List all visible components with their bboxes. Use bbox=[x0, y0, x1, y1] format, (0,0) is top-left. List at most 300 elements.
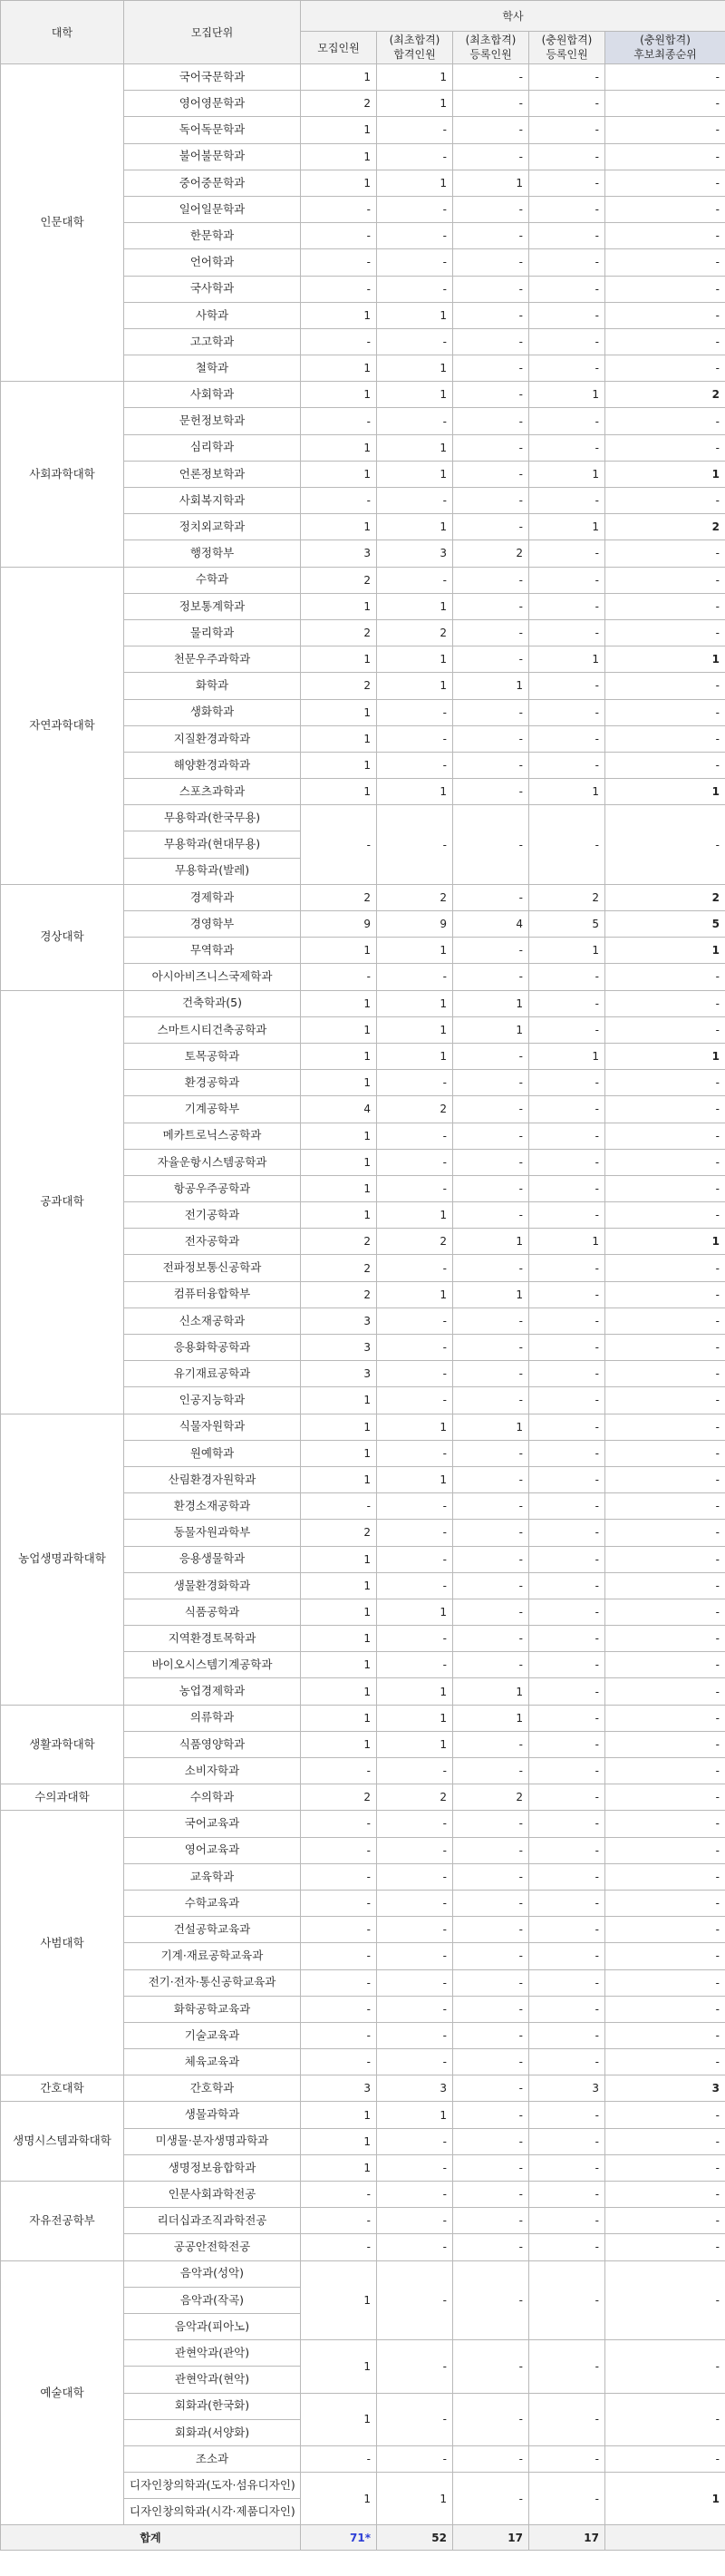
cell-recruit: 1 bbox=[301, 143, 377, 170]
cell-first-pass: - bbox=[377, 1863, 453, 1890]
cell-first-enroll: - bbox=[453, 699, 529, 725]
department-cell: 수학교육과 bbox=[124, 1890, 301, 1916]
cell-first-enroll: - bbox=[453, 805, 529, 885]
cell-first-enroll: - bbox=[453, 2473, 529, 2525]
cell-first-pass: 2 bbox=[377, 619, 453, 646]
cell-final-rank: - bbox=[605, 1255, 725, 1281]
cell-final-rank: 3 bbox=[605, 2075, 725, 2102]
cell-first-enroll: - bbox=[453, 1917, 529, 1943]
cell-final-rank: 1 bbox=[605, 938, 725, 964]
cell-add-enroll: - bbox=[529, 2340, 605, 2393]
cell-add-enroll: - bbox=[529, 619, 605, 646]
cell-first-enroll: 2 bbox=[453, 540, 529, 567]
department-cell: 소비자학과 bbox=[124, 1758, 301, 1784]
table-row bbox=[1, 567, 725, 593]
cell-first-enroll: - bbox=[453, 1969, 529, 1996]
cell-final-rank: - bbox=[605, 1016, 725, 1043]
cell-recruit: 1 bbox=[301, 434, 377, 461]
cell-final-rank: 5 bbox=[605, 911, 725, 938]
department-cell: 지질환경과학과 bbox=[124, 725, 301, 752]
total-first-pass: 52 bbox=[377, 2525, 453, 2551]
cell-first-pass: - bbox=[377, 2128, 453, 2154]
cell-first-pass: - bbox=[377, 1943, 453, 1969]
department-cell: 전기·전자·통신공학교육과 bbox=[124, 1969, 301, 1996]
department-cell: 동물자원과학부 bbox=[124, 1520, 301, 1546]
department-cell: 무용학과(현대무용) bbox=[124, 831, 301, 858]
cell-recruit: 1 bbox=[301, 2473, 377, 2525]
cell-add-enroll: - bbox=[529, 1969, 605, 1996]
cell-recruit: - bbox=[301, 276, 377, 302]
cell-first-pass: - bbox=[377, 1652, 453, 1678]
cell-final-rank: - bbox=[605, 1414, 725, 1440]
cell-add-enroll: - bbox=[529, 2049, 605, 2075]
cell-first-pass: 1 bbox=[377, 91, 453, 117]
table-row bbox=[1, 2182, 725, 2208]
cell-first-pass: - bbox=[377, 2208, 453, 2234]
cell-add-enroll: - bbox=[529, 1493, 605, 1520]
cell-add-enroll: - bbox=[529, 1440, 605, 1466]
department-cell: 공공안전학전공 bbox=[124, 2234, 301, 2260]
cell-first-pass: - bbox=[377, 143, 453, 170]
cell-first-enroll: - bbox=[453, 1890, 529, 1916]
cell-recruit: 1 bbox=[301, 117, 377, 143]
department-cell: 식품공학과 bbox=[124, 1599, 301, 1625]
cell-add-enroll: - bbox=[529, 1996, 605, 2022]
department-cell: 리더십과조직과학전공 bbox=[124, 2208, 301, 2234]
college-cell: 예술대학 bbox=[1, 2260, 124, 2525]
cell-final-rank: 2 bbox=[605, 382, 725, 408]
cell-add-enroll: - bbox=[529, 1361, 605, 1387]
cell-first-pass: 1 bbox=[377, 1731, 453, 1757]
cell-add-enroll: - bbox=[529, 1811, 605, 1837]
header-col-first-enroll: (최초합격) 등록인원 bbox=[453, 32, 529, 64]
department-cell: 기계공학부 bbox=[124, 1096, 301, 1123]
cell-final-rank: - bbox=[605, 276, 725, 302]
cell-recruit: 1 bbox=[301, 461, 377, 487]
cell-first-pass: 1 bbox=[377, 514, 453, 540]
department-cell: 언론정보학과 bbox=[124, 461, 301, 487]
cell-add-enroll: - bbox=[529, 1546, 605, 1572]
cell-add-enroll: - bbox=[529, 1466, 605, 1492]
header-college: 대학 bbox=[1, 1, 124, 64]
cell-first-enroll: - bbox=[453, 2075, 529, 2102]
cell-first-pass: 1 bbox=[377, 382, 453, 408]
table-row bbox=[1, 990, 725, 1016]
cell-final-rank: - bbox=[605, 1626, 725, 1652]
cell-recruit: 3 bbox=[301, 540, 377, 567]
cell-first-enroll: - bbox=[453, 302, 529, 328]
cell-add-enroll: - bbox=[529, 2022, 605, 2048]
cell-first-enroll: - bbox=[453, 2182, 529, 2208]
cell-add-enroll: - bbox=[529, 1837, 605, 1863]
cell-first-enroll: - bbox=[453, 408, 529, 434]
cell-final-rank: - bbox=[605, 1520, 725, 1546]
cell-add-enroll: - bbox=[529, 1149, 605, 1175]
cell-recruit: 1 bbox=[301, 2102, 377, 2128]
department-cell: 토목공학과 bbox=[124, 1043, 301, 1069]
cell-add-enroll: 3 bbox=[529, 2075, 605, 2102]
cell-add-enroll: - bbox=[529, 302, 605, 328]
cell-recruit: 1 bbox=[301, 1016, 377, 1043]
department-cell: 간호학과 bbox=[124, 2075, 301, 2102]
cell-recruit: - bbox=[301, 1917, 377, 1943]
cell-add-enroll: 1 bbox=[529, 514, 605, 540]
cell-first-enroll: - bbox=[453, 619, 529, 646]
cell-first-pass: - bbox=[377, 1255, 453, 1281]
cell-first-enroll: - bbox=[453, 938, 529, 964]
cell-first-pass: - bbox=[377, 1996, 453, 2022]
cell-first-pass: - bbox=[377, 1546, 453, 1572]
cell-recruit: 1 bbox=[301, 514, 377, 540]
department-cell: 불어불문학과 bbox=[124, 143, 301, 170]
cell-add-enroll: - bbox=[529, 1016, 605, 1043]
cell-first-pass: - bbox=[377, 2393, 453, 2445]
cell-first-enroll: 1 bbox=[453, 1705, 529, 1731]
department-cell: 전자공학과 bbox=[124, 1229, 301, 1255]
department-cell: 생명정보융합학과 bbox=[124, 2154, 301, 2181]
department-cell: 응용화학공학과 bbox=[124, 1335, 301, 1361]
cell-add-enroll: - bbox=[529, 1070, 605, 1096]
cell-final-rank: - bbox=[605, 1335, 725, 1361]
cell-first-pass: - bbox=[377, 249, 453, 276]
cell-final-rank: 1 bbox=[605, 461, 725, 487]
college-cell: 생명시스템과학대학 bbox=[1, 2102, 124, 2182]
college-cell: 자연과학대학 bbox=[1, 567, 124, 884]
cell-first-enroll: - bbox=[453, 2102, 529, 2128]
cell-first-enroll: - bbox=[453, 2260, 529, 2340]
cell-final-rank: - bbox=[605, 1096, 725, 1123]
cell-first-enroll: - bbox=[453, 1599, 529, 1625]
table-row bbox=[1, 2260, 725, 2287]
college-cell: 농업생명과학대학 bbox=[1, 1414, 124, 1705]
cell-final-rank: - bbox=[605, 1202, 725, 1229]
cell-first-pass: 2 bbox=[377, 1096, 453, 1123]
cell-first-pass: 1 bbox=[377, 1043, 453, 1069]
cell-first-enroll: 4 bbox=[453, 911, 529, 938]
cell-first-pass: - bbox=[377, 2154, 453, 2181]
cell-first-pass: - bbox=[377, 1969, 453, 1996]
cell-first-enroll: - bbox=[453, 223, 529, 249]
cell-first-enroll: - bbox=[453, 779, 529, 805]
cell-final-rank: 1 bbox=[605, 1043, 725, 1069]
cell-recruit: 1 bbox=[301, 1678, 377, 1705]
cell-final-rank: - bbox=[605, 1917, 725, 1943]
cell-first-enroll: - bbox=[453, 1175, 529, 1201]
cell-recruit: 1 bbox=[301, 1414, 377, 1440]
department-cell: 수학과 bbox=[124, 567, 301, 593]
cell-add-enroll: - bbox=[529, 1096, 605, 1123]
cell-recruit: - bbox=[301, 964, 377, 990]
cell-add-enroll: - bbox=[529, 1123, 605, 1149]
cell-recruit: 1 bbox=[301, 593, 377, 619]
cell-final-rank: - bbox=[605, 2182, 725, 2208]
department-cell: 국사학과 bbox=[124, 276, 301, 302]
cell-first-enroll: - bbox=[453, 1811, 529, 1837]
department-cell: 국어교육과 bbox=[124, 1811, 301, 1837]
cell-recruit: - bbox=[301, 249, 377, 276]
college-cell: 공과대학 bbox=[1, 990, 124, 1414]
cell-add-enroll: - bbox=[529, 328, 605, 355]
department-cell: 독어독문학과 bbox=[124, 117, 301, 143]
cell-add-enroll: - bbox=[529, 1414, 605, 1440]
cell-first-enroll: - bbox=[453, 593, 529, 619]
cell-final-rank: - bbox=[605, 593, 725, 619]
cell-first-pass: 1 bbox=[377, 1705, 453, 1731]
table-row bbox=[1, 1784, 725, 1811]
cell-final-rank: - bbox=[605, 567, 725, 593]
department-cell: 교육학과 bbox=[124, 1863, 301, 1890]
header-col-first-pass: (최초합격) 합격인원 bbox=[377, 32, 453, 64]
cell-recruit: 1 bbox=[301, 1572, 377, 1599]
cell-add-enroll: - bbox=[529, 408, 605, 434]
cell-recruit: - bbox=[301, 488, 377, 514]
cell-add-enroll: 1 bbox=[529, 382, 605, 408]
cell-first-enroll: - bbox=[453, 488, 529, 514]
cell-first-enroll: - bbox=[453, 117, 529, 143]
cell-final-rank: - bbox=[605, 328, 725, 355]
department-cell: 식물자원학과 bbox=[124, 1414, 301, 1440]
cell-recruit: 1 bbox=[301, 64, 377, 91]
department-cell: 아시아비즈니스국제학과 bbox=[124, 964, 301, 990]
department-cell: 해양환경과학과 bbox=[124, 752, 301, 778]
cell-add-enroll: - bbox=[529, 1626, 605, 1652]
cell-final-rank: - bbox=[605, 1811, 725, 1837]
cell-first-enroll: - bbox=[453, 1572, 529, 1599]
cell-final-rank: - bbox=[605, 1705, 725, 1731]
cell-first-enroll: - bbox=[453, 2022, 529, 2048]
cell-final-rank: - bbox=[605, 2393, 725, 2445]
department-cell: 사회복지학과 bbox=[124, 488, 301, 514]
cell-recruit: 1 bbox=[301, 1440, 377, 1466]
department-cell: 문헌정보학과 bbox=[124, 408, 301, 434]
cell-first-pass: - bbox=[377, 2234, 453, 2260]
department-cell: 바이오시스템기계공학과 bbox=[124, 1652, 301, 1678]
cell-first-pass: 1 bbox=[377, 302, 453, 328]
department-cell: 디자인창의학과(도자·섬유디자인) bbox=[124, 2473, 301, 2499]
cell-first-pass: - bbox=[377, 1070, 453, 1096]
table-row bbox=[1, 1811, 725, 1837]
cell-recruit: 1 bbox=[301, 1123, 377, 1149]
cell-first-enroll: 1 bbox=[453, 1414, 529, 1440]
cell-add-enroll: - bbox=[529, 2260, 605, 2340]
cell-recruit: - bbox=[301, 328, 377, 355]
cell-first-pass: - bbox=[377, 1758, 453, 1784]
cell-add-enroll: - bbox=[529, 355, 605, 382]
cell-recruit: 1 bbox=[301, 1652, 377, 1678]
cell-first-pass: - bbox=[377, 1493, 453, 1520]
cell-recruit: 1 bbox=[301, 1149, 377, 1175]
cell-add-enroll: - bbox=[529, 752, 605, 778]
cell-add-enroll: - bbox=[529, 1387, 605, 1414]
department-cell: 조소과 bbox=[124, 2445, 301, 2472]
cell-first-enroll: - bbox=[453, 1043, 529, 1069]
cell-first-pass: - bbox=[377, 1387, 453, 1414]
cell-add-enroll: - bbox=[529, 2128, 605, 2154]
department-cell: 심리학과 bbox=[124, 434, 301, 461]
cell-final-rank: - bbox=[605, 1440, 725, 1466]
cell-recruit: 1 bbox=[301, 646, 377, 673]
cell-final-rank: - bbox=[605, 1149, 725, 1175]
department-cell: 경제학과 bbox=[124, 884, 301, 910]
cell-recruit: 1 bbox=[301, 1705, 377, 1731]
cell-final-rank: - bbox=[605, 196, 725, 222]
department-cell: 일어일문학과 bbox=[124, 196, 301, 222]
cell-final-rank: - bbox=[605, 1996, 725, 2022]
cell-first-pass: 1 bbox=[377, 1678, 453, 1705]
cell-first-pass: - bbox=[377, 1520, 453, 1546]
department-cell: 수의학과 bbox=[124, 1784, 301, 1811]
cell-first-enroll: - bbox=[453, 2154, 529, 2181]
cell-recruit: 1 bbox=[301, 1626, 377, 1652]
cell-final-rank: - bbox=[605, 1493, 725, 1520]
cell-first-pass: 1 bbox=[377, 1599, 453, 1625]
cell-recruit: - bbox=[301, 1837, 377, 1863]
cell-recruit: 1 bbox=[301, 2393, 377, 2445]
cell-add-enroll: - bbox=[529, 1890, 605, 1916]
department-cell: 산림환경자원학과 bbox=[124, 1466, 301, 1492]
cell-first-pass: 1 bbox=[377, 1281, 453, 1307]
cell-first-enroll: 1 bbox=[453, 1229, 529, 1255]
cell-first-pass: - bbox=[377, 1335, 453, 1361]
college-cell: 수의과대학 bbox=[1, 1784, 124, 1811]
cell-recruit: - bbox=[301, 1493, 377, 1520]
cell-add-enroll: 1 bbox=[529, 938, 605, 964]
cell-first-enroll: - bbox=[453, 2049, 529, 2075]
cell-first-pass: 1 bbox=[377, 1016, 453, 1043]
cell-first-pass: - bbox=[377, 2445, 453, 2472]
cell-add-enroll: - bbox=[529, 223, 605, 249]
cell-first-pass: 1 bbox=[377, 2473, 453, 2525]
department-cell: 전파정보통신공학과 bbox=[124, 1255, 301, 1281]
cell-first-pass: - bbox=[377, 1440, 453, 1466]
cell-final-rank: - bbox=[605, 2234, 725, 2260]
cell-first-enroll: 1 bbox=[453, 170, 529, 196]
cell-first-enroll: - bbox=[453, 1202, 529, 1229]
department-cell: 정보통계학과 bbox=[124, 593, 301, 619]
cell-first-enroll: - bbox=[453, 1123, 529, 1149]
cell-final-rank: - bbox=[605, 249, 725, 276]
cell-final-rank: - bbox=[605, 488, 725, 514]
header-unit: 모집단위 bbox=[124, 1, 301, 64]
cell-final-rank: - bbox=[605, 1652, 725, 1678]
department-cell: 음악과(성악) bbox=[124, 2260, 301, 2287]
cell-first-enroll: - bbox=[453, 2340, 529, 2393]
total-label: 합계 bbox=[1, 2525, 301, 2551]
cell-add-enroll: - bbox=[529, 805, 605, 885]
cell-recruit: 1 bbox=[301, 382, 377, 408]
cell-recruit: 1 bbox=[301, 938, 377, 964]
cell-first-pass: - bbox=[377, 488, 453, 514]
cell-add-enroll: - bbox=[529, 2473, 605, 2525]
cell-final-rank: - bbox=[605, 673, 725, 699]
cell-final-rank: - bbox=[605, 1969, 725, 1996]
college-cell: 인문대학 bbox=[1, 64, 124, 382]
department-cell: 미생물·분자생명과학과 bbox=[124, 2128, 301, 2154]
cell-add-enroll: - bbox=[529, 143, 605, 170]
cell-first-pass: 1 bbox=[377, 938, 453, 964]
cell-recruit: 1 bbox=[301, 302, 377, 328]
header-col-recruit: 모집인원 bbox=[301, 32, 377, 64]
cell-final-rank: - bbox=[605, 1361, 725, 1387]
cell-first-enroll: - bbox=[453, 1996, 529, 2022]
department-cell: 철학과 bbox=[124, 355, 301, 382]
cell-recruit: 1 bbox=[301, 779, 377, 805]
college-cell: 경상대학 bbox=[1, 884, 124, 990]
department-cell: 회화과(한국화) bbox=[124, 2393, 301, 2419]
cell-add-enroll: 1 bbox=[529, 1043, 605, 1069]
cell-final-rank: - bbox=[605, 2208, 725, 2234]
cell-add-enroll: - bbox=[529, 1572, 605, 1599]
cell-first-pass: 1 bbox=[377, 990, 453, 1016]
cell-add-enroll: - bbox=[529, 2102, 605, 2128]
department-cell: 농업경제학과 bbox=[124, 1678, 301, 1705]
cell-final-rank: - bbox=[605, 2022, 725, 2048]
cell-recruit: 1 bbox=[301, 1175, 377, 1201]
cell-final-rank: - bbox=[605, 223, 725, 249]
total-first-enroll: 17 bbox=[453, 2525, 529, 2551]
cell-recruit: 2 bbox=[301, 91, 377, 117]
cell-final-rank: - bbox=[605, 1546, 725, 1572]
cell-first-enroll: - bbox=[453, 1307, 529, 1334]
college-cell: 사회과학대학 bbox=[1, 382, 124, 567]
cell-recruit: 1 bbox=[301, 1387, 377, 1414]
cell-final-rank: - bbox=[605, 2340, 725, 2393]
department-cell: 정치외교학과 bbox=[124, 514, 301, 540]
cell-first-pass: 1 bbox=[377, 434, 453, 461]
cell-recruit: - bbox=[301, 2234, 377, 2260]
cell-final-rank: - bbox=[605, 1599, 725, 1625]
cell-add-enroll: - bbox=[529, 593, 605, 619]
cell-add-enroll: 1 bbox=[529, 461, 605, 487]
cell-recruit: 1 bbox=[301, 2260, 377, 2340]
cell-first-enroll: - bbox=[453, 1758, 529, 1784]
cell-final-rank: 2 bbox=[605, 884, 725, 910]
cell-final-rank: - bbox=[605, 1123, 725, 1149]
cell-final-rank: - bbox=[605, 408, 725, 434]
cell-final-rank: - bbox=[605, 117, 725, 143]
department-cell: 건축학과(5) bbox=[124, 990, 301, 1016]
cell-first-enroll: - bbox=[453, 1149, 529, 1175]
cell-first-enroll: - bbox=[453, 567, 529, 593]
cell-first-pass: - bbox=[377, 1175, 453, 1201]
cell-first-enroll: - bbox=[453, 1255, 529, 1281]
cell-add-enroll: - bbox=[529, 1731, 605, 1757]
cell-final-rank: - bbox=[605, 2445, 725, 2472]
cell-add-enroll: - bbox=[529, 2182, 605, 2208]
department-cell: 스마트시티건축공학과 bbox=[124, 1016, 301, 1043]
total-row bbox=[1, 2525, 725, 2551]
cell-add-enroll: - bbox=[529, 1652, 605, 1678]
department-cell: 경영학부 bbox=[124, 911, 301, 938]
department-cell: 원예학과 bbox=[124, 1440, 301, 1466]
department-cell: 생물과학과 bbox=[124, 2102, 301, 2128]
cell-first-pass: - bbox=[377, 2182, 453, 2208]
cell-first-enroll: - bbox=[453, 1520, 529, 1546]
cell-first-pass: - bbox=[377, 223, 453, 249]
department-cell: 환경소재공학과 bbox=[124, 1493, 301, 1520]
table-row bbox=[1, 64, 725, 91]
cell-recruit: 2 bbox=[301, 884, 377, 910]
cell-recruit: 1 bbox=[301, 752, 377, 778]
total-recruit: 71* bbox=[301, 2525, 377, 2551]
cell-first-enroll: 1 bbox=[453, 1281, 529, 1307]
cell-first-enroll: - bbox=[453, 2208, 529, 2234]
cell-final-rank: - bbox=[605, 1943, 725, 1969]
cell-recruit: 3 bbox=[301, 1307, 377, 1334]
cell-recruit: 1 bbox=[301, 725, 377, 752]
cell-recruit: 1 bbox=[301, 699, 377, 725]
cell-add-enroll: - bbox=[529, 1943, 605, 1969]
